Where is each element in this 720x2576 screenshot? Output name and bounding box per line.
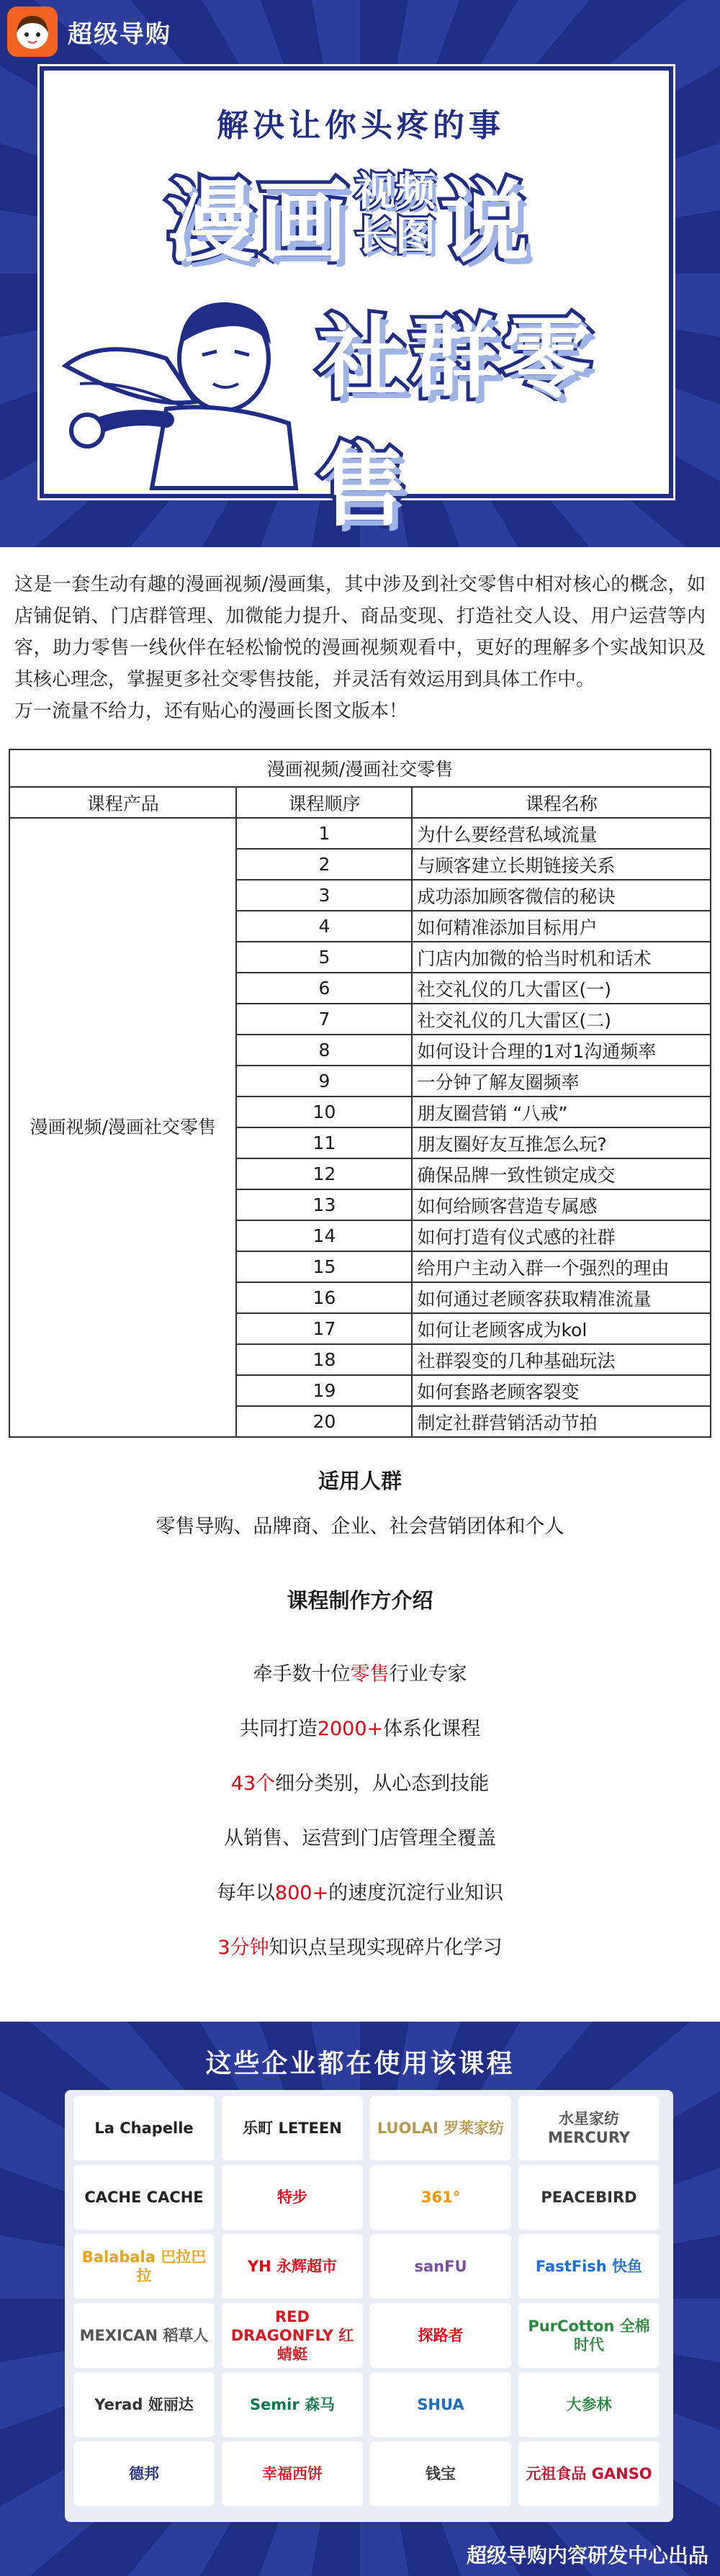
- table-cell-title: 制定社群营销活动节拍: [412, 1406, 711, 1437]
- company-logo: Semir 森马: [222, 2372, 363, 2437]
- production-item-after: 体系化课程: [383, 1718, 481, 1740]
- production-item-after: 知识点呈现实现碎片化学习: [269, 1937, 503, 1959]
- company-logo: 元祖食品 GANSO: [518, 2441, 660, 2506]
- table-cell-title: 确保品牌一致性锁定成交: [412, 1158, 711, 1189]
- company-logo: RED DRAGONFLY 红蜻蜓: [222, 2303, 363, 2368]
- table-cell-order: 4: [236, 911, 412, 942]
- companies-section: [0, 2022, 720, 2576]
- company-logo: CACHE CACHE: [73, 2165, 215, 2230]
- production-title: 课程制作方介绍: [287, 1588, 433, 1613]
- table-cell-title: 朋友圈营销 “八戒”: [412, 1096, 711, 1127]
- table-cell-order: 20: [236, 1406, 412, 1437]
- table-cell-order: 17: [236, 1313, 412, 1344]
- company-logo-grid: [65, 2090, 673, 2522]
- company-logo: LUOLAI 罗莱家纺: [370, 2096, 511, 2161]
- intro-note: 万一流量不给力，还有贴心的漫画长图文版本！: [14, 701, 408, 722]
- production-item-hl: 2000+: [317, 1718, 384, 1740]
- company-logo: 361°: [370, 2165, 511, 2230]
- production-item-hl: 43个: [230, 1773, 276, 1795]
- company-logo: SHUA: [370, 2372, 511, 2437]
- table-cell-order: 2: [236, 849, 412, 880]
- company-logo: 探路者: [370, 2303, 511, 2368]
- table-cell-order: 18: [236, 1344, 412, 1375]
- table-cell-title: 一分钟了解友圈频率: [412, 1066, 711, 1096]
- hero-title-part1: 漫画: [166, 171, 351, 274]
- table-cell-order: 13: [236, 1189, 412, 1220]
- production-item-hl: 零售: [350, 1663, 390, 1685]
- intro-section: [0, 547, 720, 727]
- intro-paragraph: 这是一套生动有趣的漫画视频/漫画集，其中涉及到社交零售中相对核心的概念，如店铺促销、门店群管理、加微能力提升、商品变现、打造社交人设、用户运营等内容，助力零售一线伙伴在轻松愉悦的漫画视频观看中，更好的理解多个实战知识及其核心理念，掌握更多社交零售技能，并灵活有效运用到具体工作中。: [14, 574, 706, 690]
- table-cell-title: 如何精准添加目标用户: [412, 911, 711, 942]
- girl-avatar-icon: [7, 6, 58, 57]
- company-logo: 乐町 LETEEN: [222, 2096, 363, 2161]
- table-cell-title: 如何设计合理的1对1沟通频率: [412, 1035, 711, 1066]
- company-logo: 幸福西饼: [222, 2441, 363, 2506]
- production-item-before: 共同打造: [239, 1718, 318, 1740]
- table-cell-title: 社交礼仪的几大雷区(一): [412, 973, 711, 1004]
- table-cell-title: 门店内加微的恰当时机和话术: [412, 942, 711, 973]
- table-cell-title: 如何套路老顾客裂变: [412, 1375, 711, 1406]
- production-item-after: 的速度沉淀行业知识: [328, 1882, 504, 1904]
- company-logo: PEACEBIRD: [518, 2165, 660, 2230]
- company-logo: PurCotton 全棉时代: [518, 2303, 660, 2368]
- company-logo: 大参林: [518, 2372, 660, 2437]
- table-cell-order: 14: [236, 1220, 412, 1251]
- production-item-before: 牵手数十位: [253, 1663, 351, 1685]
- table-cell-title: 如何让老顾客成为kol: [412, 1313, 711, 1344]
- table-cell-title: 与顾客建立长期链接关系: [412, 849, 711, 880]
- table-cell-order: 9: [236, 1066, 412, 1096]
- company-logo: 德邦: [73, 2441, 215, 2506]
- table-cell-order: 16: [236, 1282, 412, 1313]
- table-cell-title: 社交礼仪的几大雷区(二): [412, 1004, 711, 1035]
- hero-card: [40, 66, 673, 539]
- hero-title-line2: [318, 287, 669, 543]
- production-item-hl: 3分钟: [217, 1937, 269, 1959]
- table-cell-order: 19: [236, 1375, 412, 1406]
- table-cell-order: 8: [236, 1035, 412, 1066]
- table-cell-order: 10: [236, 1096, 412, 1127]
- production-item: [0, 1811, 720, 1866]
- audience-text: 零售导购、品牌商、企业、社会营销团体和个人: [156, 1516, 564, 1538]
- company-logo: YH 永辉超市: [222, 2234, 363, 2299]
- table-cell-title: 给用户主动入群一个强烈的理由: [412, 1251, 711, 1282]
- table-cell-order: 1: [236, 818, 412, 849]
- brand-header: [7, 6, 171, 58]
- table-cell-order: 3: [236, 880, 412, 911]
- table-cell-order: 15: [236, 1251, 412, 1282]
- company-logo: sanFU: [370, 2234, 511, 2299]
- table-cell-title: 如何给顾客营造专属感: [412, 1189, 711, 1220]
- production-item-hl: 800+: [274, 1882, 329, 1904]
- table-header-name: 课程名称: [412, 787, 711, 818]
- table-cell-title: 为什么要经营私域流量: [412, 818, 711, 849]
- table-cell-order: 6: [236, 973, 412, 1004]
- superhero-illustration: [58, 258, 318, 495]
- hero-title-small-stack: [355, 170, 436, 259]
- production-item-after: 细分类别，从心态到技能: [275, 1773, 490, 1795]
- hero-title-line2-text: 社群零售: [318, 307, 595, 539]
- table-header-order: 课程顺序: [236, 787, 412, 818]
- hero-title-line1: [166, 157, 532, 272]
- brand-name: 超级导购: [68, 19, 171, 49]
- production-item-before: 每年以: [216, 1882, 275, 1904]
- hero-banner: [0, 0, 720, 547]
- table-cell-title: 如何打造有仪式感的社群: [412, 1220, 711, 1251]
- table-header-product: 课程产品: [9, 787, 236, 818]
- table-row: [9, 818, 711, 849]
- table-cell-order: 12: [236, 1158, 412, 1189]
- company-logo: 水星家纺 MERCURY: [518, 2096, 660, 2161]
- table-cell-title: 社群裂变的几种基础玩法: [412, 1344, 711, 1375]
- table-product-cell: 漫画视频/漫画社交零售: [9, 818, 236, 1437]
- company-logo: FastFish 快鱼: [518, 2234, 660, 2299]
- hero-title-small-1: 视频: [355, 168, 436, 215]
- company-logo: 钱宝: [370, 2441, 511, 2506]
- table-caption: 漫画视频/漫画社交零售: [9, 749, 711, 787]
- company-logo: Balabala 巴拉巴拉: [73, 2234, 215, 2299]
- company-logo: MEXICAN 稻草人: [73, 2303, 215, 2368]
- production-item: [0, 1647, 720, 1702]
- production-item-before: 从销售、运营到门店管理全覆盖: [224, 1827, 496, 1850]
- company-logo: Yerad 娅丽达: [73, 2372, 215, 2437]
- table-cell-title: 如何通过老顾客获取精准流量: [412, 1282, 711, 1313]
- hero-title-part2: 说: [440, 171, 533, 274]
- course-table: [9, 749, 711, 1438]
- production-item: [0, 1757, 720, 1811]
- table-cell-title: 成功添加顾客微信的秘诀: [412, 880, 711, 911]
- table-cell-order: 11: [236, 1127, 412, 1158]
- production-list: [0, 1647, 720, 1976]
- table-cell-order: 5: [236, 942, 412, 973]
- production-item: [0, 1921, 720, 1976]
- companies-title: 这些企业都在使用该课程: [205, 2049, 515, 2079]
- company-logo: 特步: [222, 2165, 363, 2230]
- hero-subtitle: 解决让你头疼的事: [217, 107, 505, 144]
- audience-title: 适用人群: [318, 1469, 402, 1493]
- production-item: [0, 1866, 720, 1921]
- footer-credit: 超级导购内容研发中心出品: [466, 2544, 708, 2567]
- production-item-after: 行业专家: [389, 1663, 467, 1685]
- production-item: [0, 1702, 720, 1757]
- table-cell-title: 朋友圈好友互推怎么玩?: [412, 1127, 711, 1158]
- company-logo: La Chapelle: [73, 2096, 215, 2161]
- hero-title-small-2: 长图: [355, 213, 436, 260]
- table-cell-order: 7: [236, 1004, 412, 1035]
